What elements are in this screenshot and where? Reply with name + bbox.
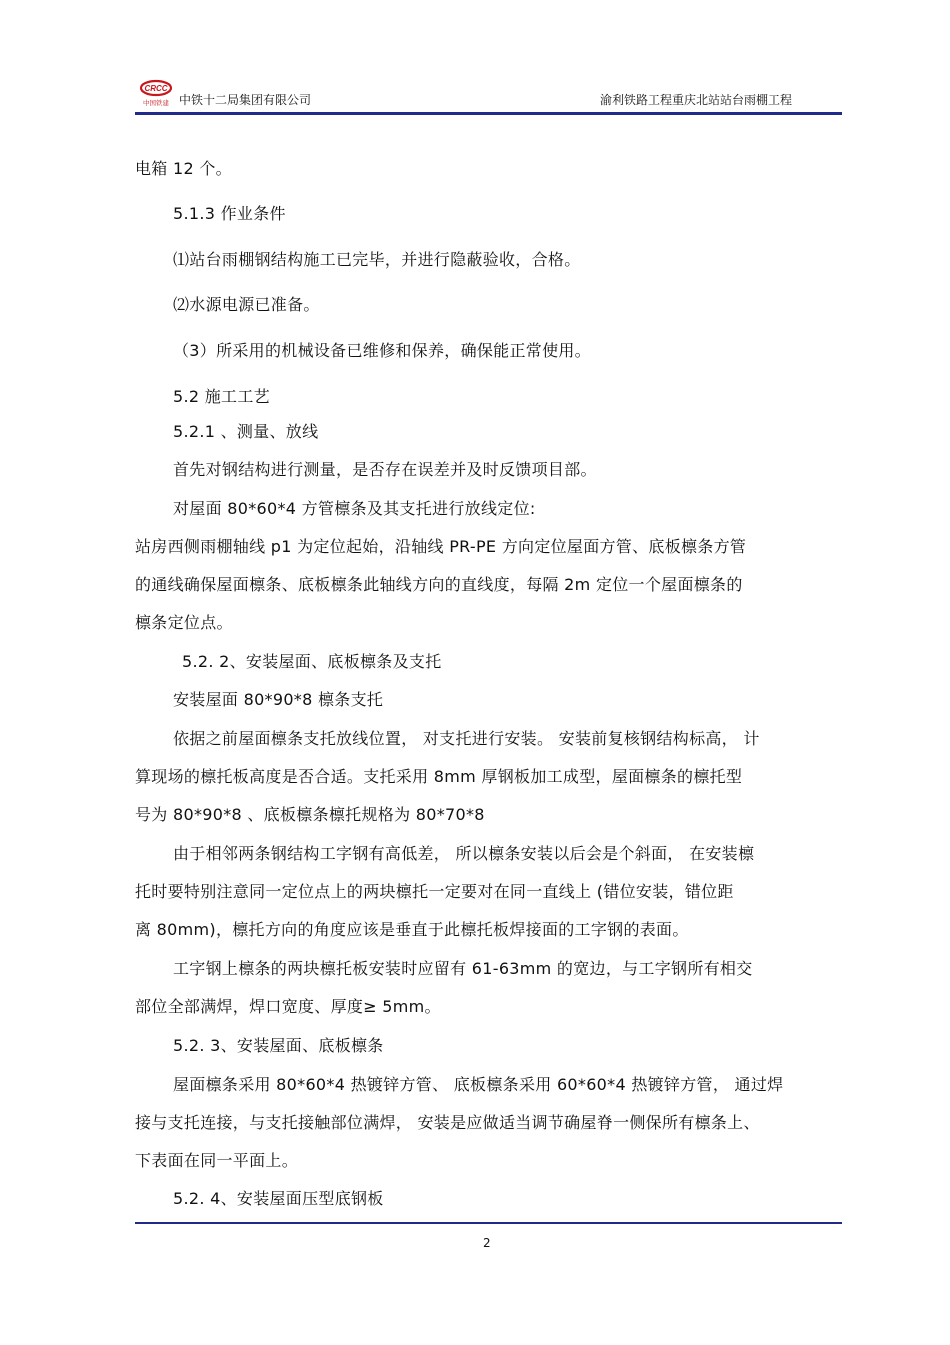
body-line: 依据之前屋面檩条支托放线位置， 对支托进行安装。 安装前复核钢结构标高， 计: [173, 729, 760, 748]
body-line: 托时要特别注意同一定位点上的两块檩托一定要对在同一直线上 (错位安装，错位距: [135, 882, 734, 901]
body-line: 下表面在同一平面上。: [135, 1151, 299, 1170]
section-heading: 5.2. 3、安装屋面、底板檩条: [173, 1036, 384, 1055]
section-heading: 5.2. 4、安装屋面压型底钢板: [173, 1189, 384, 1208]
project-name: 渝利铁路工程重庆北站站台雨棚工程: [600, 93, 793, 107]
footer-rule: [135, 1222, 842, 1224]
body-line: 电箱 12 个。: [135, 159, 232, 178]
crcc-logo-icon: [138, 78, 174, 108]
body-line: ⑴站台雨棚钢结构施工已完毕，并进行隐蔽验收，合格。: [173, 250, 581, 269]
logo-text: 中国铁建: [143, 99, 169, 107]
body-line: ⑵水源电源已准备。: [173, 295, 320, 314]
body-line: 安装屋面 80*90*8 檩条支托: [173, 690, 384, 709]
body-line: 屋面檩条采用 80*60*4 热镀锌方管、 底板檩条采用 60*60*4 热镀锌方管， 通过焊: [173, 1075, 784, 1094]
body-line: （3）所采用的机械设备已维修和保养，确保能正常使用。: [173, 341, 591, 360]
body-line: 的通线确保屋面檩条、底板檩条此轴线方向的直线度，每隔 2m 定位一个屋面檩条的: [135, 575, 743, 594]
body-line: 号为 80*90*8 、底板檩条檩托规格为 80*70*8: [135, 805, 485, 824]
section-heading: 5.2 施工工艺: [173, 387, 270, 406]
header-rule: [135, 112, 842, 115]
body-line: 工字钢上檩条的两块檩托板安装时应留有 61-63mm 的宽边，与工字钢所有相交: [173, 959, 753, 978]
section-heading: 5.2.1 、测量、放线: [173, 422, 319, 441]
body-line: 算现场的檩托板高度是否合适。支托采用 8mm 厚钢板加工成型，屋面檩条的檩托型: [135, 767, 743, 786]
body-line: 离 80mm)，檩托方向的角度应该是垂直于此檩托板焊接面的工字钢的表面。: [135, 920, 689, 939]
body-line: 部位全部满焊，焊口宽度、厚度≥ 5mm。: [135, 997, 441, 1016]
body-line: 由于相邻两条钢结构工字钢有高低差， 所以檩条安装以后会是个斜面， 在安装檩: [173, 844, 755, 863]
page-number: 2: [483, 1236, 491, 1250]
company-name: 中铁十二局集团有限公司: [179, 93, 312, 107]
section-heading: 5.2. 2、安装屋面、底板檩条及支托: [182, 652, 442, 671]
body-line: 首先对钢结构进行测量，是否存在误差并及时反馈项目部。: [173, 460, 597, 479]
body-line: 檩条定位点。: [135, 613, 233, 632]
logo-mark: CRCC: [144, 84, 168, 93]
crcc-logo: [138, 78, 174, 108]
body-line: 对屋面 80*60*4 方管檩条及其支托进行放线定位:: [173, 499, 536, 518]
section-heading: 5.1.3 作业条件: [173, 204, 286, 223]
body-line: 接与支托连接，与支托接触部位满焊， 安装是应做适当调节确屋脊一侧保所有檩条上、: [135, 1113, 760, 1132]
body-line: 站房西侧雨棚轴线 p1 为定位起始，沿轴线 PR-PE 方向定位屋面方管、底板檩条方管: [135, 537, 747, 556]
